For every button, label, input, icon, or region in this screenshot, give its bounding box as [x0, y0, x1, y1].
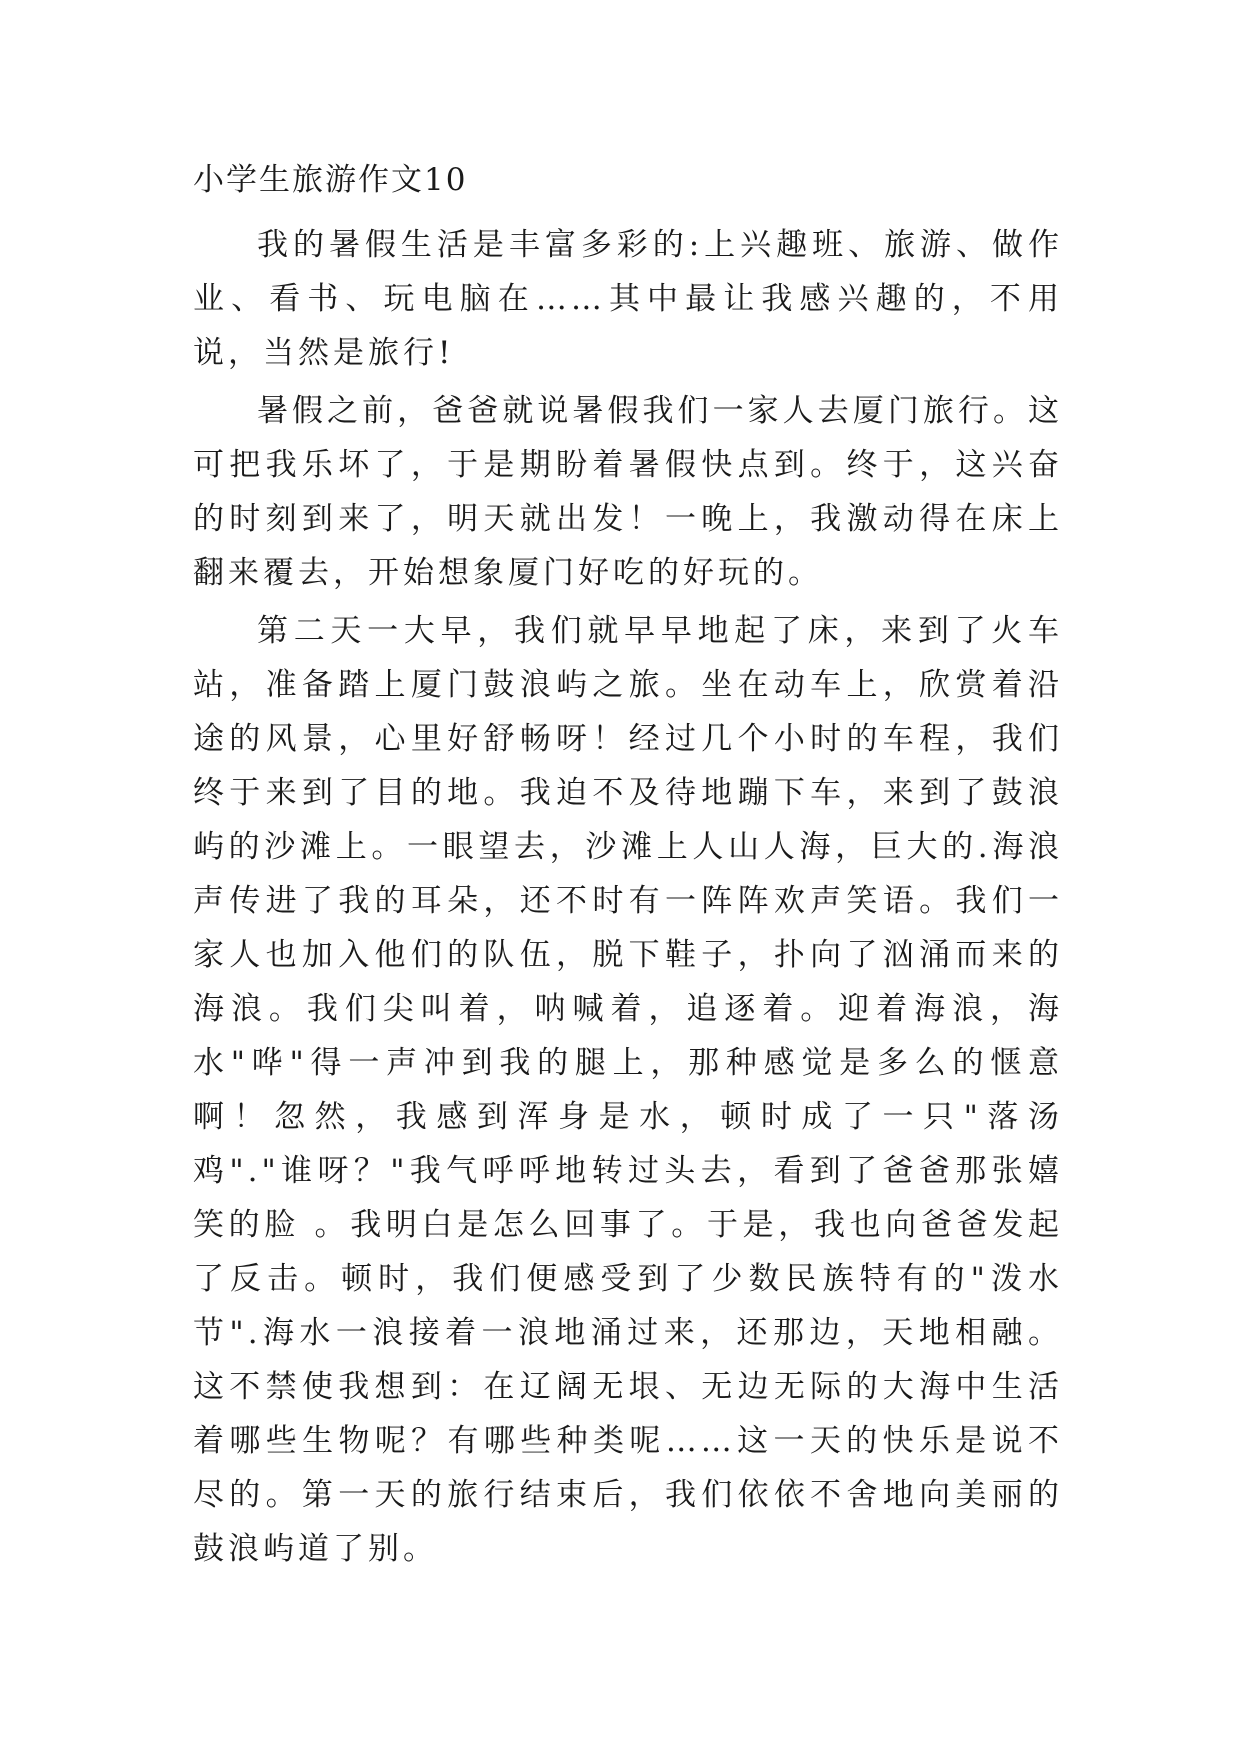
paragraph-3: 第二天一大早，我们就早早地起了床，来到了火车站，准备踏上厦门鼓浪屿之旅。坐在动车上，欣赏着沿途的风景，心里好舒畅呀！经过几个小时的车程，我们终于来到了目的地。我迫不及待地蹦下车，来到了鼓浪屿的沙滩上。一眼望去，沙滩上人山人海，巨大的.海浪声传进了我的耳朵，还不时有一阵阵欢声笑语。我们一家人也加入他们的队伍，脱下鞋子，扑向了汹涌而来的海浪。我们尖叫着，呐喊着，追逐着。迎着海浪，海水"哗"得一声冲到我的腿上，那种感觉是多么的惬意啊！忽然，我感到浑身是水，顿时成了一只"落汤鸡"."谁呀？"我气呼呼地转过头去，看到了爸爸那张嬉笑的脸 。我明白是怎么回事了。于是，我也向爸爸发起了反击。顿时，我们便感受到了少数民族特有的"泼水节".海水一浪接着一浪地涌过来，还那边，天地相融。这不禁使我想到：在辽阔无垠、无边无际的大海中生活着哪些生物呢？有哪些种类呢……这一天的快乐是说不尽的。第一天的旅行结束后，我们依依不舍地向美丽的鼓浪屿道了别。: [193, 613, 1063, 1567]
paragraph-2: 暑假之前，爸爸就说暑假我们一家人去厦门旅行。这可把我乐坏了，于是期盼着暑假快点到。终于，这兴奋的时刻到来了，明天就出发！一晚上，我激动得在床上翻来覆去，开始想象厦门好吃的好玩的。: [193, 393, 1063, 591]
document-title: 小学生旅游作文10: [193, 162, 468, 198]
document-body: [193, 160, 1063, 1580]
paragraph-1: 我的暑假生活是丰富多彩的:上兴趣班、旅游、做作业、看书、玩电脑在……其中最让我感兴趣的，不用说，当然是旅行!: [193, 227, 1063, 371]
